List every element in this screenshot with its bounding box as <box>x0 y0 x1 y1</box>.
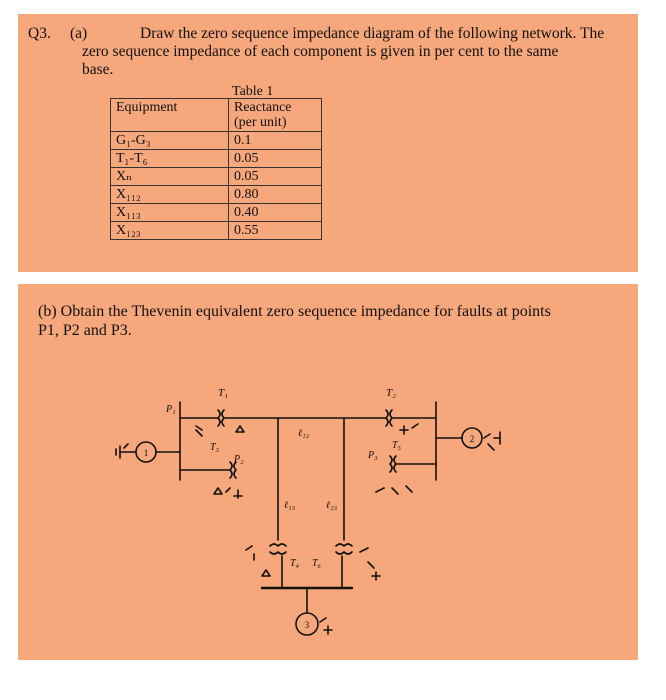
p3-label: P₃ <box>368 450 378 461</box>
question-number: Q3. <box>28 25 51 42</box>
t2-winding-marks <box>400 424 418 434</box>
table-caption: Table 1 <box>232 84 274 99</box>
cell-equipment: T₁-T₆ <box>111 150 229 168</box>
generator-1-label: 1 <box>143 448 149 458</box>
transformer-t2-symbol <box>386 410 392 426</box>
gen3-ground-symbol <box>320 618 332 634</box>
generator-3-label: 3 <box>304 620 310 630</box>
t3-label: T₃ <box>210 442 220 453</box>
t1-winding-marks <box>196 426 244 436</box>
cell-reactance: 0.05 <box>229 150 322 168</box>
part-a-label: (a) <box>70 25 88 42</box>
header-reactance-line1: Reactance <box>234 100 292 115</box>
t3-winding-marks <box>214 488 242 498</box>
gen2-ground-symbol <box>484 432 500 450</box>
part-a-text-line1: Draw the zero sequence impedance diagram of the following network. The <box>140 25 605 42</box>
cell-equipment: X₁₁₂ <box>111 186 229 204</box>
cell-reactance: 0.40 <box>229 204 322 222</box>
t6-winding-marks <box>360 548 380 580</box>
cell-equipment: Xₙ <box>111 168 229 186</box>
cell-reactance: 0.55 <box>229 222 322 240</box>
gen1-ground-symbol <box>116 444 136 458</box>
part-a-text-line2: zero sequence impedance of each component is given in per cent to the same <box>82 43 559 60</box>
cell-reactance: 0.05 <box>229 168 322 186</box>
l23-label: ℓ₂₃ <box>326 500 338 511</box>
transformer-t4-symbol <box>270 544 286 554</box>
t5-label: T₅ <box>392 440 402 451</box>
transformer-t5-symbol <box>390 456 396 472</box>
part-b-text-line2: P1, P2 and P3. <box>38 322 132 339</box>
l12-label: ℓ₁₂ <box>298 428 310 439</box>
t5-winding-marks <box>376 486 412 494</box>
cell-equipment: X₁₁₃ <box>111 204 229 222</box>
header-reactance-line2: (per unit) <box>234 115 287 130</box>
l13-label: ℓ₁₃ <box>284 500 296 511</box>
t2-label: T₂ <box>386 387 396 399</box>
t4-winding-marks <box>246 546 270 576</box>
generator-2-label: 2 <box>469 434 475 444</box>
cell-equipment: G₁-G₃ <box>111 132 229 150</box>
t4-label: T₄ <box>290 558 300 569</box>
transformer-t1-symbol <box>218 410 224 426</box>
p2-label: P₂ <box>234 454 244 465</box>
t6-label: T₆ <box>312 558 322 569</box>
transformer-t6-symbol <box>336 544 352 554</box>
cell-reactance: 0.80 <box>229 186 322 204</box>
part-a-text-line3: base. <box>82 61 114 78</box>
header-equipment: Equipment <box>111 99 229 132</box>
part-b-text-line1: (b) Obtain the Thevenin equivalent zero sequence impedance for faults at points <box>38 303 551 320</box>
cell-reactance: 0.1 <box>229 132 322 150</box>
cell-equipment: X₁₂₃ <box>111 222 229 240</box>
t1-label: T₁ <box>218 387 228 399</box>
p1-label: P₁ <box>166 404 176 415</box>
